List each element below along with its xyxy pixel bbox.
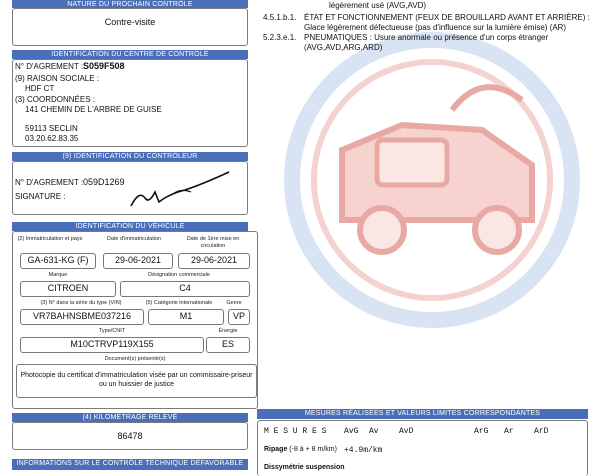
- immat-label: (2) Immatriculation et pays: [17, 236, 83, 242]
- immat-date-value: 29-06-2021: [103, 253, 173, 269]
- mileage-box: [12, 422, 248, 450]
- center-agrement-label: N° D'AGREMENT :: [15, 62, 84, 71]
- measures-col: AvD: [399, 427, 414, 436]
- center-box: [12, 59, 248, 147]
- marque-label: Marque: [48, 272, 68, 278]
- energie-label: Énergie: [218, 328, 238, 334]
- ripage-label-row: [264, 446, 337, 453]
- measures-header: MESURES RÉALISÉES ET VALEURS LIMITES CORRESPONDANTES: [257, 409, 588, 419]
- controller-agrement-label: N° D'AGREMENT :: [15, 178, 84, 187]
- watermark-car-icon: [282, 30, 582, 330]
- defect-line: ÉTAT ET FONCTIONNEMENT (FEUX DE BROUILLARD AVANT ET ARRIÈRE) :: [304, 13, 590, 22]
- type-label: Type/CNIT: [98, 328, 126, 334]
- genre-label: Genre: [226, 300, 242, 306]
- center-address: 141 CHEMIN DE L'ARBRE DE GUISE: [25, 105, 162, 114]
- controller-header: (9) IDENTIFICATION DU CONTRÔLEUR: [12, 152, 248, 161]
- measures-title: M E S U R E S: [264, 427, 327, 436]
- first-circ-value: 29-06-2021: [178, 253, 250, 269]
- genre-value: VP: [228, 309, 250, 325]
- mileage-value: 86478: [117, 431, 143, 441]
- ripage-value: +4.9m/km: [344, 446, 383, 455]
- bottom-header: INFORMATIONS SUR LE CONTRÔLE TECHNIQUE DÉFAVORABLE: [12, 459, 248, 470]
- next-row-label: Dissymétrie suspension: [264, 464, 345, 471]
- docs-box: [16, 364, 257, 398]
- marque-value: CITROEN: [20, 281, 116, 297]
- designation-label: Désignation commerciale: [148, 272, 210, 278]
- defect-line: légèrement usé (AVG,AVD): [329, 1, 427, 10]
- defect-code: 4.5.1.b.1.: [263, 13, 297, 22]
- vin-value: VR7BAHNSBME037216: [20, 309, 144, 325]
- next-inspection-header: NATURE DU PROCHAIN CONTRÔLE: [12, 0, 248, 8]
- measures-col: ArD: [534, 427, 549, 436]
- categorie-label: (5) Catégorie internationale: [145, 300, 213, 306]
- center-raison-value: HDF CT: [25, 84, 55, 93]
- controller-box: [12, 161, 248, 215]
- measures-col: ArG: [474, 427, 489, 436]
- next-inspection-value: Contre-visite: [104, 17, 156, 27]
- center-phone: 03.20.62.83.35: [25, 134, 79, 143]
- controller-agrement-value: 059D1269: [83, 177, 125, 187]
- center-coord-label: (3) COORDONNÉES :: [15, 95, 96, 104]
- docs-value: Photocopie du certificat d'immatriculation visée par un commissaire-priseur ou un huissier de justice: [20, 372, 253, 388]
- vin-label: (3) N° dans la série du type (VIN): [40, 300, 122, 306]
- defect-code: 5.2.3.e.1.: [263, 33, 297, 42]
- defect-line: PNEUMATIQUES : Usure anormale ou présence d'un corps étranger: [304, 33, 549, 42]
- vehicle-box: [12, 231, 258, 409]
- type-value: M10CTRVP119X155: [20, 337, 204, 353]
- energie-value: ES: [206, 337, 250, 353]
- measures-box: [257, 420, 588, 476]
- next-inspection-box: [12, 8, 248, 46]
- ripage-label: Ripage: [264, 446, 288, 453]
- immat-date-label: Date d'immatriculation: [106, 236, 162, 242]
- defect-line: (AVG,AVD,ARG,ARD): [304, 43, 383, 52]
- signature-icon: [125, 168, 235, 210]
- ripage-limit: (-8 à + 8 m/km): [289, 446, 337, 453]
- defect-line: Glace légèrement défectueuse (pas d'influence sur la lumière émise) (AR): [304, 23, 567, 32]
- measures-col: AvG: [344, 427, 359, 436]
- designation-value: C4: [120, 281, 250, 297]
- measures-col: Ar: [504, 427, 514, 436]
- center-agrement-value: S059F508: [83, 61, 125, 71]
- center-header: IDENTIFICATION DU CENTRE DE CONTRÔLE: [12, 50, 248, 59]
- categorie-value: M1: [148, 309, 224, 325]
- docs-label: Document(s) présenté(s): [104, 356, 166, 362]
- mileage-header: (4) KILOMÉTRAGE RELEVÉ: [12, 413, 248, 422]
- center-city: 59113 SECLIN: [25, 124, 78, 133]
- first-circ-label: Date de 1ère mise en circulation: [186, 236, 240, 249]
- immat-value: GA-631-KG (F): [20, 253, 96, 269]
- center-raison-label: (9) RAISON SOCIALE :: [15, 74, 100, 83]
- controller-signature-label: SIGNATURE :: [15, 192, 66, 201]
- measures-col: Av: [369, 427, 379, 436]
- vehicle-header: IDENTIFICATION DU VÉHICULE: [12, 222, 248, 231]
